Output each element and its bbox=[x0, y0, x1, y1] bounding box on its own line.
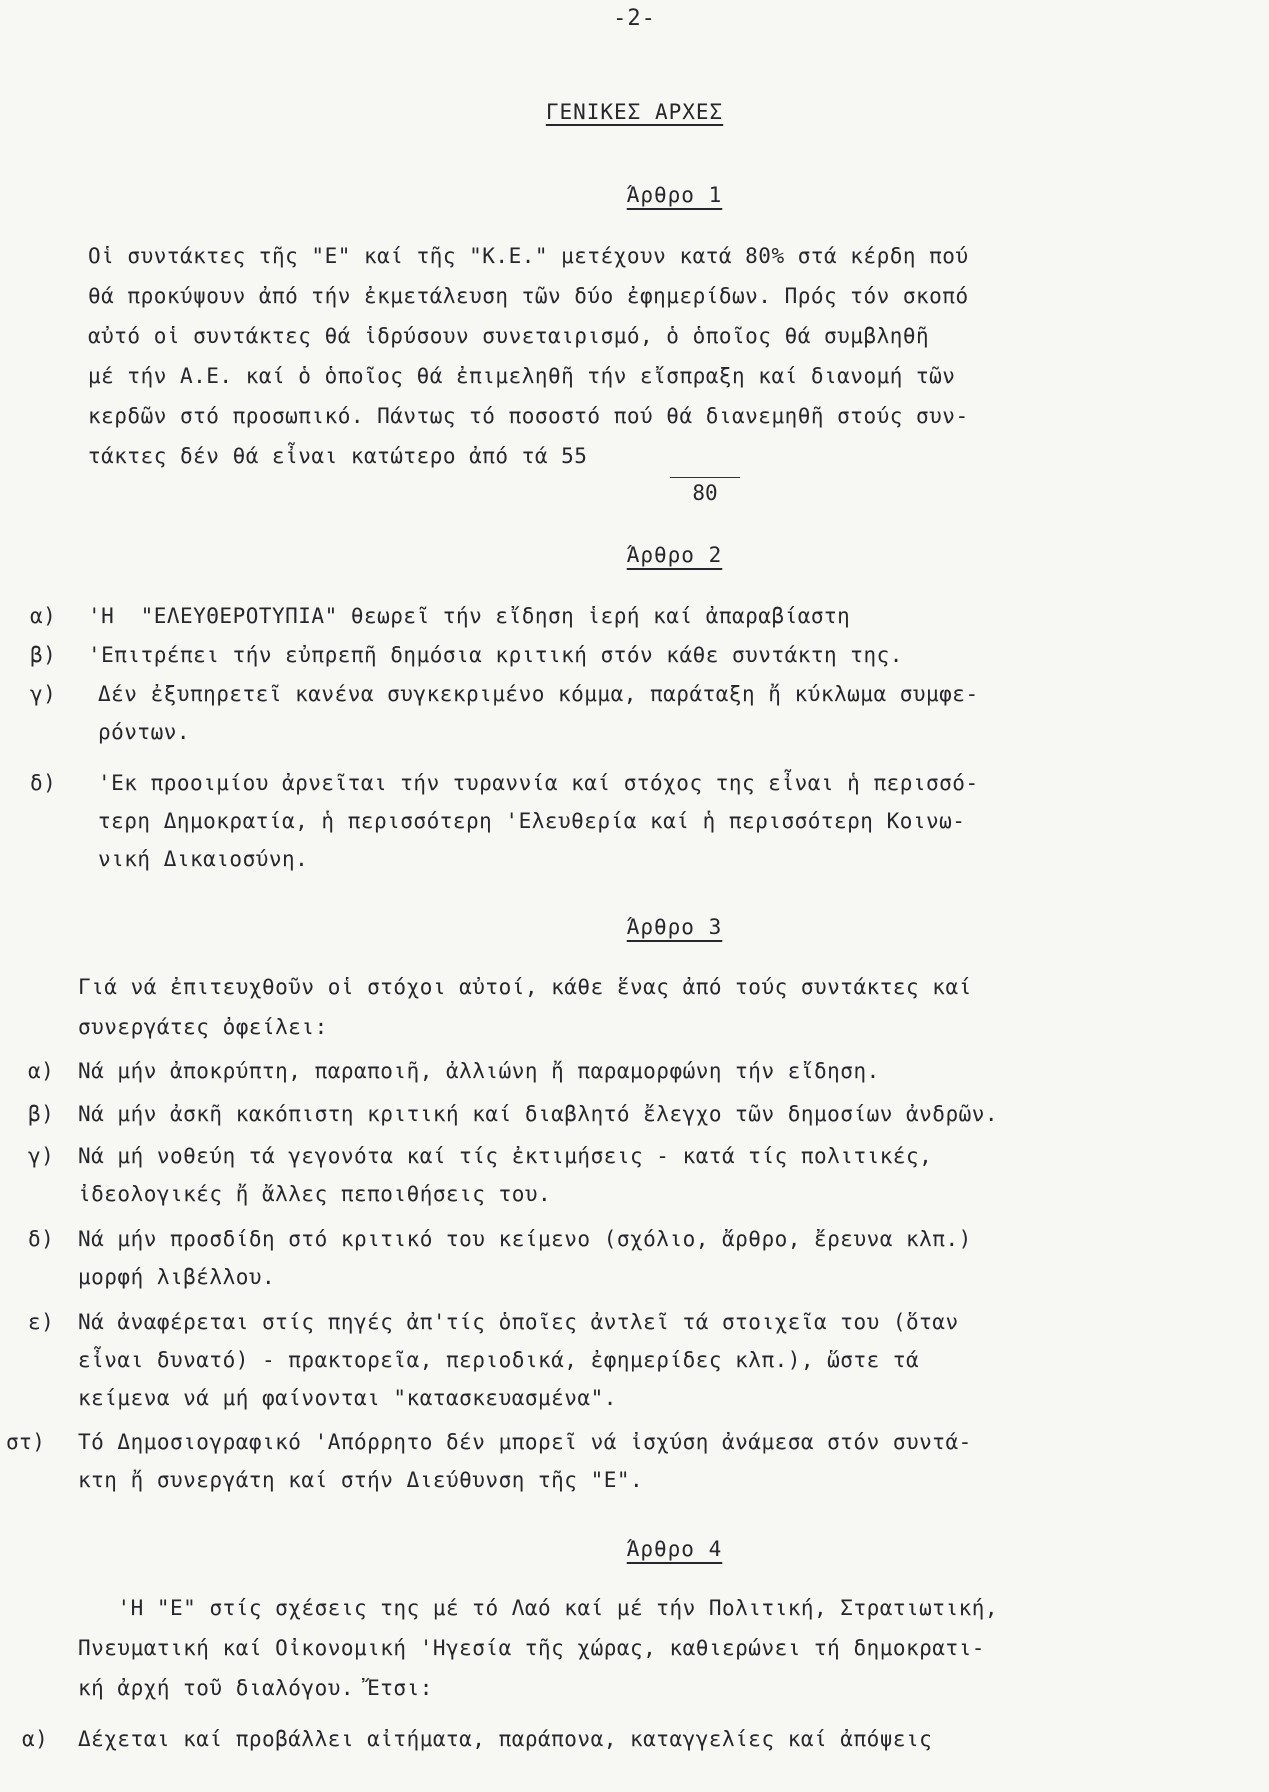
section-title: ΓΕΝΙΚΕΣ ΑΡΧΕΣ bbox=[545, 100, 724, 124]
item-marker: δ) bbox=[30, 771, 57, 795]
item-marker: α) bbox=[22, 1727, 49, 1751]
item-marker: β) bbox=[30, 643, 57, 667]
item-text: Νά μήν ἀσκῆ κακόπιστη κριτική καί διαβλητό ἔλεγχο τῶν δημοσίων ἀνδρῶν. bbox=[78, 1102, 999, 1126]
article-1-fraction-denominator: 80 bbox=[670, 477, 740, 508]
item-marker: γ) bbox=[28, 1144, 55, 1168]
item-marker: δ) bbox=[28, 1227, 55, 1251]
article-3-heading: Άρθρο 3 bbox=[626, 915, 723, 939]
article-1-paragraph: Οἱ συντάκτες τῆς "Ε" καί τῆς "Κ.Ε." μετέχουν κατά 80% στά κέρδη πού θά προκύψουν ἀπό τήν ἐκμετάλευση τῶν δύο ἐφημερίδων. Πρός τόν σκοπό αὐτό οἱ συντάκτες θά ἱδρύσουν συνεταιρισμό, ὁ ὁποῖος θά συμβληθῆ μέ τήν Α.Ε. καί ὁ ὁποῖος θά ἐπιμεληθῆ τήν εἴσπραξη καί διανομή τῶν κερδῶν στό προσωπικό. Πάντως τό ποσοστό πού θά διανεμηθῆ στούς συν- τάκτες δέν θά εἶναι κατώτερο ἀπό τά 55 bbox=[88, 244, 969, 468]
item-text: Νά μήν προσδίδη στό κριτικό του κείμενο (σχόλιο, ἄρθρο, ἔρευνα κλπ.) μορφή λιβέλλου. bbox=[78, 1227, 972, 1289]
article-1-heading: Άρθρο 1 bbox=[626, 183, 723, 207]
item-text: 'Επιτρέπει τήν εὐπρεπῆ δημόσια κριτική στόν κάθε συντάκτη της. bbox=[88, 643, 903, 667]
item-text: Νά μήν ἀποκρύπτη, παραποιῆ, ἀλλιώνη ἤ παραμορφώνη τήν εἴδηση. bbox=[78, 1059, 880, 1083]
page-number: -2- bbox=[613, 6, 656, 31]
item-text: Νά ἀναφέρεται στίς πηγές ἀπ'τίς ὁποῖες ἀντλεῖ τά στοιχεῖα του (ὅταν εἶναι δυνατό) - πρακτορεῖα, περιοδικά, ἐφημερίδες κλπ.), ὥστε τά κείμενα νά μή φαίνονται "κατασκευασμένα". bbox=[78, 1310, 959, 1410]
article-4-intro: 'Η "Ε" στίς σχέσεις της μέ τό Λαό καί μέ τήν Πολιτική, Στρατιωτική, Πνευματική καί Οἰκονομική 'Ηγεσία τῆς χώρας, καθιερώνει τή δημοκρατι- κή ἀρχή τοῦ διαλόγου. Ἔτσι: bbox=[78, 1596, 999, 1700]
item-text: 'Εκ προοιμίου ἀρνεῖται τήν τυραννία καί στόχος της εἶναι ἡ περισσό- τερη Δημοκρατία, ἡ περισσότερη 'Ελευθερία καί ἡ περισσότερη Κοινω- νική Δικαιοσύνη. bbox=[98, 771, 979, 871]
item-text: Τό Δημοσιογραφικό 'Απόρρητο δέν μπορεῖ νά ἰσχύση ἀνάμεσα στόν συντά- κτη ἤ συνεργάτη καί στήν Διεύθυνση τῆς "Ε". bbox=[78, 1430, 972, 1492]
article-3-intro: Γιά νά ἐπιτευχθοῦν οἱ στόχοι αὐτοί, κάθε ἕνας ἀπό τούς συντάκτες καί συνεργάτες ὀφείλει: bbox=[78, 975, 972, 1039]
item-marker: β) bbox=[28, 1102, 55, 1126]
item-marker: α) bbox=[30, 604, 57, 628]
item-text: 'Η "ΕΛΕΥΘΕΡΟΤΥΠΙΑ" θεωρεῖ τήν εἴδηση ἱερή καί ἀπαραβίαστη bbox=[88, 604, 851, 628]
item-marker: στ) bbox=[6, 1430, 46, 1454]
item-text: Νά μή νοθεύη τά γεγονότα καί τίς ἐκτιμήσεις - κατά τίς πολιτικές, ἰδεολογικές ἤ ἄλλες πεποιθήσεις του. bbox=[78, 1144, 933, 1206]
item-marker: γ) bbox=[30, 682, 57, 706]
item-marker: ε) bbox=[28, 1310, 55, 1334]
article-2-heading: Άρθρο 2 bbox=[626, 543, 723, 567]
item-text: Δέχεται καί προβάλλει αἰτήματα, παράπονα, καταγγελίες καί ἀπόψεις bbox=[78, 1727, 933, 1751]
item-marker: α) bbox=[28, 1059, 55, 1083]
article-4-heading: Άρθρο 4 bbox=[626, 1537, 723, 1561]
item-text: Δέν ἐξυπηρετεῖ κανένα συγκεκριμένο κόμμα, παράταξη ἤ κύκλωμα συμφε- ρόντων. bbox=[98, 682, 979, 744]
